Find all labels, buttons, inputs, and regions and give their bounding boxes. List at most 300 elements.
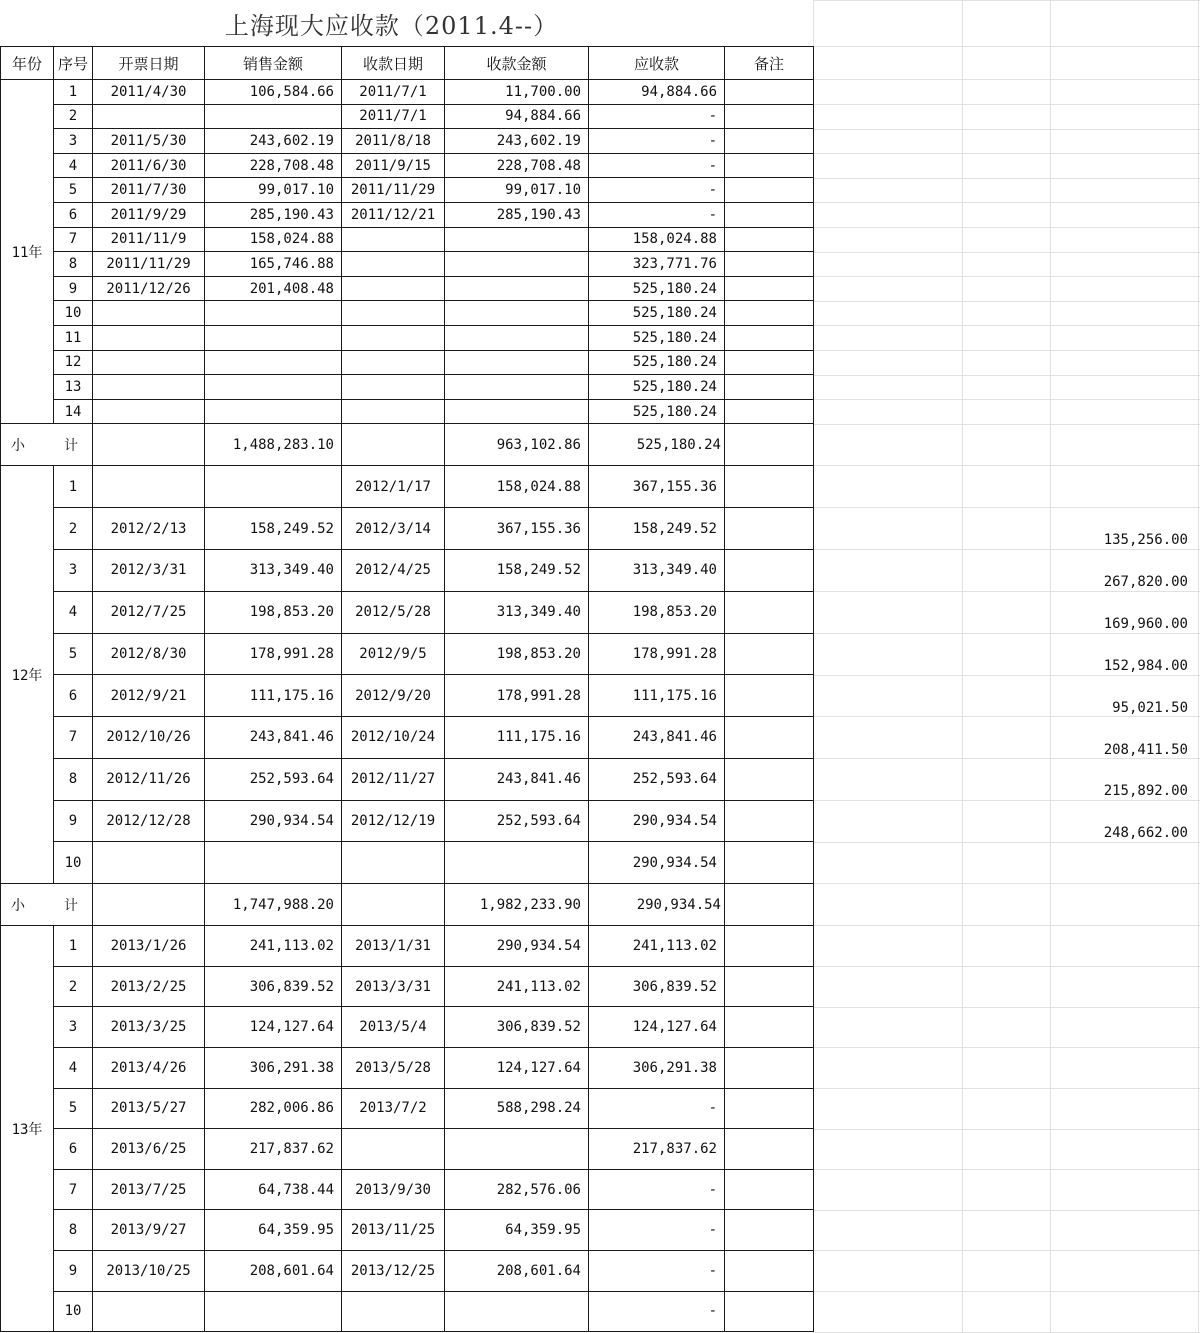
year-cell[interactable]: 11年	[1, 80, 54, 424]
receipt-date-cell[interactable]	[342, 301, 445, 326]
received-amount-cell[interactable]: 243,602.19	[445, 129, 589, 154]
invoice-date-cell[interactable]: 2013/1/26	[93, 926, 205, 967]
sales-amount-cell[interactable]: 285,190.43	[205, 202, 342, 227]
receipt-date-cell[interactable]	[342, 399, 445, 424]
invoice-date-cell[interactable]: 2013/5/27	[93, 1088, 205, 1129]
receipt-date-cell[interactable]: 2012/9/20	[342, 675, 445, 717]
received-amount-cell[interactable]: 228,708.48	[445, 153, 589, 178]
table-row	[1, 926, 814, 967]
receipt-date-cell[interactable]: 2013/11/25	[342, 1210, 445, 1251]
sales-amount-cell[interactable]: 165,746.88	[205, 252, 342, 277]
sales-amount-cell[interactable]: 124,127.64	[205, 1007, 342, 1048]
subtotal-label-cell[interactable]	[1, 884, 93, 926]
invoice-date-cell[interactable]: 2013/6/25	[93, 1129, 205, 1170]
received-amount-cell[interactable]: 94,884.66	[445, 104, 589, 129]
seq-cell[interactable]: 6	[54, 202, 93, 227]
sales-amount-cell[interactable]: 217,837.62	[205, 1129, 342, 1170]
received-amount-cell[interactable]	[445, 1291, 589, 1332]
remarks-cell[interactable]	[725, 227, 814, 252]
receivable-cell[interactable]: 111,175.16	[589, 675, 725, 717]
seq-cell[interactable]: 5	[54, 633, 93, 675]
seq-cell[interactable]: 10	[54, 842, 93, 884]
receipt-date-cell[interactable]	[342, 375, 445, 400]
remarks-cell[interactable]	[725, 549, 814, 591]
table-row	[1, 717, 814, 759]
received-amount-cell[interactable]	[445, 1129, 589, 1170]
received-amount-cell[interactable]	[445, 325, 589, 350]
remarks-cell[interactable]	[725, 350, 814, 375]
receipt-date-cell[interactable]	[342, 276, 445, 301]
grid-line	[813, 1088, 1200, 1089]
remarks-cell[interactable]	[725, 153, 814, 178]
grid-line	[813, 1129, 1200, 1130]
remarks-cell[interactable]	[725, 926, 814, 967]
received-amount-cell[interactable]: 285,190.43	[445, 202, 589, 227]
invoice-date-cell[interactable]: 2012/3/31	[93, 549, 205, 591]
invoice-date-cell[interactable]	[93, 375, 205, 400]
received-amount-cell[interactable]	[445, 301, 589, 326]
receivable-cell[interactable]: 367,155.36	[589, 466, 725, 508]
seq-cell[interactable]: 4	[54, 153, 93, 178]
sales-amount-cell[interactable]: 99,017.10	[205, 178, 342, 203]
seq-cell[interactable]: 5	[54, 178, 93, 203]
table-row	[1, 1169, 814, 1210]
receipt-date-cell[interactable]: 2013/5/4	[342, 1007, 445, 1048]
seq-cell[interactable]: 7	[54, 227, 93, 252]
sales-amount-cell[interactable]: 243,841.46	[205, 717, 342, 759]
sales-amount-cell[interactable]: 290,934.54	[205, 800, 342, 842]
subtotal-received-cell[interactable]: 1,982,233.90	[445, 884, 589, 926]
receipt-date-cell[interactable]	[342, 842, 445, 884]
grid-line	[813, 202, 1200, 203]
remarks-cell[interactable]	[725, 591, 814, 633]
seq-cell[interactable]: 9	[54, 800, 93, 842]
remarks-cell[interactable]	[725, 178, 814, 203]
seq-cell[interactable]: 13	[54, 375, 93, 400]
receipt-date-cell[interactable]: 2012/4/25	[342, 549, 445, 591]
invoice-date-cell[interactable]	[93, 104, 205, 129]
sales-amount-cell[interactable]: 306,291.38	[205, 1048, 342, 1089]
seq-cell[interactable]: 9	[54, 1251, 93, 1292]
seq-cell[interactable]: 2	[54, 966, 93, 1007]
invoice-date-cell[interactable]	[93, 424, 205, 466]
received-amount-cell[interactable]: 111,175.16	[445, 717, 589, 759]
receivable-cell[interactable]: 290,934.54	[589, 800, 725, 842]
received-amount-cell[interactable]: 198,853.20	[445, 633, 589, 675]
seq-cell[interactable]: 10	[54, 301, 93, 326]
remarks-cell[interactable]	[725, 1007, 814, 1048]
sales-amount-cell[interactable]: 178,991.28	[205, 633, 342, 675]
table-row	[1, 466, 814, 508]
table-row	[1, 1088, 814, 1129]
seq-cell[interactable]: 5	[54, 1088, 93, 1129]
table-row	[1, 252, 814, 277]
sales-amount-cell[interactable]	[205, 104, 342, 129]
receipt-date-cell[interactable]	[342, 884, 445, 926]
receivable-cell[interactable]: 290,934.54	[589, 842, 725, 884]
table-row	[1, 1007, 814, 1048]
receipt-date-cell[interactable]: 2012/1/17	[342, 466, 445, 508]
received-amount-cell[interactable]: 306,839.52	[445, 1007, 589, 1048]
invoice-date-cell[interactable]: 2012/12/28	[93, 800, 205, 842]
receivable-cell[interactable]: -	[589, 153, 725, 178]
invoice-date-cell[interactable]: 2012/10/26	[93, 717, 205, 759]
receivable-cell[interactable]: -	[589, 1210, 725, 1251]
remarks-cell[interactable]	[725, 1251, 814, 1292]
subtotal-receivable-cell[interactable]: 525,180.24	[589, 424, 725, 466]
grid-line	[813, 507, 1200, 508]
receipt-date-cell[interactable]	[342, 1291, 445, 1332]
invoice-date-cell[interactable]	[93, 884, 205, 926]
receipt-date-cell[interactable]: 2012/9/5	[342, 633, 445, 675]
receivables-table	[0, 46, 814, 1332]
receivable-cell[interactable]: 525,180.24	[589, 301, 725, 326]
remarks-cell[interactable]	[725, 842, 814, 884]
remarks-cell[interactable]	[725, 276, 814, 301]
remarks-cell[interactable]	[725, 80, 814, 105]
received-amount-cell[interactable]: 124,127.64	[445, 1048, 589, 1089]
seq-cell[interactable]: 2	[54, 508, 93, 550]
sales-amount-cell[interactable]	[205, 325, 342, 350]
receivable-cell[interactable]: 306,291.38	[589, 1048, 725, 1089]
seq-cell[interactable]: 1	[54, 80, 93, 105]
grid-line	[813, 465, 1200, 466]
remarks-cell[interactable]	[725, 966, 814, 1007]
invoice-date-cell[interactable]: 2012/7/25	[93, 591, 205, 633]
receivable-cell[interactable]: 94,884.66	[589, 80, 725, 105]
table-row	[1, 966, 814, 1007]
received-amount-cell[interactable]	[445, 252, 589, 277]
grid-line	[813, 1047, 1200, 1048]
received-amount-cell[interactable]	[445, 350, 589, 375]
table-row	[1, 800, 814, 842]
receivable-cell[interactable]: 525,180.24	[589, 276, 725, 301]
sales-amount-cell[interactable]: 64,738.44	[205, 1169, 342, 1210]
subtotal-label-cell[interactable]	[1, 424, 93, 466]
remarks-cell[interactable]	[725, 800, 814, 842]
table-row	[1, 1048, 814, 1089]
subtotal-receivable-cell[interactable]: 290,934.54	[589, 884, 725, 926]
received-amount-cell[interactable]: 178,991.28	[445, 675, 589, 717]
receipt-date-cell[interactable]: 2011/9/15	[342, 153, 445, 178]
seq-cell[interactable]: 8	[54, 1210, 93, 1251]
invoice-date-cell[interactable]: 2013/9/27	[93, 1210, 205, 1251]
receivable-cell[interactable]: 243,841.46	[589, 717, 725, 759]
sales-amount-cell[interactable]: 111,175.16	[205, 675, 342, 717]
invoice-date-cell[interactable]	[93, 399, 205, 424]
grid-line	[813, 1169, 1200, 1170]
receivable-cell[interactable]: -	[589, 1291, 725, 1332]
sales-amount-cell[interactable]: 158,024.88	[205, 227, 342, 252]
invoice-date-cell[interactable]: 2011/9/29	[93, 202, 205, 227]
table-row	[1, 633, 814, 675]
remarks-cell[interactable]	[725, 424, 814, 466]
invoice-date-cell[interactable]: 2013/3/25	[93, 1007, 205, 1048]
invoice-date-cell[interactable]: 2013/10/25	[93, 1251, 205, 1292]
sales-amount-cell[interactable]: 106,584.66	[205, 80, 342, 105]
receipt-date-cell[interactable]: 2013/9/30	[342, 1169, 445, 1210]
seq-cell[interactable]: 7	[54, 1169, 93, 1210]
year-cell[interactable]: 12年	[1, 466, 54, 884]
subtotal-sales-cell[interactable]: 1,747,988.20	[205, 884, 342, 926]
table-row	[1, 399, 814, 424]
receivable-cell[interactable]: 124,127.64	[589, 1007, 725, 1048]
sales-amount-cell[interactable]	[205, 301, 342, 326]
sales-amount-cell[interactable]: 252,593.64	[205, 758, 342, 800]
subtotal-row	[1, 884, 814, 926]
receipt-date-cell[interactable]: 2012/5/28	[342, 591, 445, 633]
receivable-cell[interactable]: 306,839.52	[589, 966, 725, 1007]
remarks-cell[interactable]	[725, 301, 814, 326]
received-amount-cell[interactable]: 64,359.95	[445, 1210, 589, 1251]
receipt-date-cell[interactable]: 2012/12/19	[342, 800, 445, 842]
receipt-date-cell[interactable]	[342, 1129, 445, 1170]
sales-amount-cell[interactable]	[205, 466, 342, 508]
grid-line	[813, 350, 1200, 351]
remarks-cell[interactable]	[725, 1129, 814, 1170]
receivable-cell[interactable]: 241,113.02	[589, 926, 725, 967]
received-amount-cell[interactable]: 588,298.24	[445, 1088, 589, 1129]
remarks-cell[interactable]	[725, 375, 814, 400]
received-amount-cell[interactable]	[445, 399, 589, 424]
receivable-cell[interactable]: -	[589, 1251, 725, 1292]
received-amount-cell[interactable]: 290,934.54	[445, 926, 589, 967]
invoice-date-cell[interactable]	[93, 1291, 205, 1332]
remarks-cell[interactable]	[725, 508, 814, 550]
remarks-cell[interactable]	[725, 104, 814, 129]
receipt-date-cell[interactable]: 2011/11/29	[342, 178, 445, 203]
received-amount-cell[interactable]	[445, 227, 589, 252]
remarks-cell[interactable]	[725, 1210, 814, 1251]
invoice-date-cell[interactable]: 2012/2/13	[93, 508, 205, 550]
remarks-cell[interactable]	[725, 252, 814, 277]
seq-cell[interactable]: 1	[54, 926, 93, 967]
received-amount-cell[interactable]	[445, 276, 589, 301]
invoice-date-cell[interactable]: 2011/5/30	[93, 129, 205, 154]
side-value-cell[interactable]: 267,820.00	[1103, 573, 1188, 590]
received-amount-cell[interactable]: 282,576.06	[445, 1169, 589, 1210]
invoice-date-cell[interactable]: 2013/4/26	[93, 1048, 205, 1089]
year-cell[interactable]: 13年	[1, 926, 54, 1332]
receivable-cell[interactable]: 323,771.76	[589, 252, 725, 277]
sales-amount-cell[interactable]: 198,853.20	[205, 591, 342, 633]
grid-line	[813, 79, 1200, 80]
table-row	[1, 276, 814, 301]
receipt-date-cell[interactable]: 2012/10/24	[342, 717, 445, 759]
receivable-cell[interactable]: 217,837.62	[589, 1129, 725, 1170]
remarks-cell[interactable]	[725, 758, 814, 800]
table-row	[1, 301, 814, 326]
received-amount-cell[interactable]: 158,249.52	[445, 549, 589, 591]
received-amount-cell[interactable]: 208,601.64	[445, 1251, 589, 1292]
seq-cell[interactable]: 1	[54, 466, 93, 508]
receipt-date-cell[interactable]	[342, 350, 445, 375]
sales-amount-cell[interactable]: 306,839.52	[205, 966, 342, 1007]
remarks-cell[interactable]	[725, 717, 814, 759]
grid-line	[813, 301, 1200, 302]
receivable-cell[interactable]: -	[589, 104, 725, 129]
invoice-date-cell[interactable]: 2012/9/21	[93, 675, 205, 717]
remarks-cell[interactable]	[725, 325, 814, 350]
remarks-cell[interactable]	[725, 202, 814, 227]
receivable-cell[interactable]: 313,349.40	[589, 549, 725, 591]
receivable-cell[interactable]: 525,180.24	[589, 399, 725, 424]
table-row	[1, 1129, 814, 1170]
invoice-date-cell[interactable]: 2011/7/30	[93, 178, 205, 203]
invoice-date-cell[interactable]: 2013/2/25	[93, 966, 205, 1007]
receipt-date-cell[interactable]: 2013/1/31	[342, 926, 445, 967]
invoice-date-cell[interactable]	[93, 350, 205, 375]
receipt-date-cell[interactable]: 2012/3/14	[342, 508, 445, 550]
receipt-date-cell[interactable]: 2011/12/21	[342, 202, 445, 227]
grid-line	[813, 252, 1200, 253]
sales-amount-cell[interactable]	[205, 399, 342, 424]
side-value-cell[interactable]: 248,662.00	[1103, 825, 1188, 842]
seq-cell[interactable]: 12	[54, 350, 93, 375]
grid-line	[813, 424, 1200, 425]
invoice-date-cell[interactable]	[93, 466, 205, 508]
seq-cell[interactable]: 3	[54, 129, 93, 154]
side-value-cell[interactable]: 135,256.00	[1103, 532, 1188, 548]
receivable-cell[interactable]: -	[589, 178, 725, 203]
sheet-title: 上海现大应收款（2011.4--）	[224, 11, 559, 40]
seq-cell[interactable]: 3	[54, 1007, 93, 1048]
receivable-cell[interactable]: -	[589, 1169, 725, 1210]
sales-amount-cell[interactable]: 243,602.19	[205, 129, 342, 154]
sales-amount-cell[interactable]	[205, 842, 342, 884]
sales-amount-cell[interactable]: 228,708.48	[205, 153, 342, 178]
sales-amount-cell[interactable]: 208,601.64	[205, 1251, 342, 1292]
receivable-cell[interactable]: 158,024.88	[589, 227, 725, 252]
remarks-cell[interactable]	[725, 1088, 814, 1129]
receivable-cell[interactable]: -	[589, 202, 725, 227]
invoice-date-cell[interactable]: 2011/4/30	[93, 80, 205, 105]
remarks-cell[interactable]	[725, 129, 814, 154]
receivable-cell[interactable]: 252,593.64	[589, 758, 725, 800]
remarks-cell[interactable]	[725, 399, 814, 424]
header-invoice-date: 开票日期	[93, 47, 205, 80]
receipt-date-cell[interactable]: 2013/5/28	[342, 1048, 445, 1089]
invoice-date-cell[interactable]: 2011/12/26	[93, 276, 205, 301]
seq-cell[interactable]: 8	[54, 252, 93, 277]
received-amount-cell[interactable]: 252,593.64	[445, 800, 589, 842]
remarks-cell[interactable]	[725, 884, 814, 926]
receipt-date-cell[interactable]: 2011/7/1	[342, 80, 445, 105]
seq-cell[interactable]: 7	[54, 717, 93, 759]
received-amount-cell[interactable]: 367,155.36	[445, 508, 589, 550]
seq-cell[interactable]: 2	[54, 104, 93, 129]
receivable-cell[interactable]: 178,991.28	[589, 633, 725, 675]
seq-cell[interactable]: 4	[54, 1048, 93, 1089]
side-value-cell[interactable]: 95,021.50	[1112, 699, 1188, 716]
remarks-cell[interactable]	[725, 633, 814, 675]
invoice-date-cell[interactable]: 2011/6/30	[93, 153, 205, 178]
remarks-cell[interactable]	[725, 1291, 814, 1332]
receipt-date-cell[interactable]	[342, 325, 445, 350]
table-row	[1, 842, 814, 884]
seq-cell[interactable]: 11	[54, 325, 93, 350]
received-amount-cell[interactable]: 11,700.00	[445, 80, 589, 105]
seq-cell[interactable]: 3	[54, 549, 93, 591]
receipt-date-cell[interactable]	[342, 227, 445, 252]
sales-amount-cell[interactable]: 158,249.52	[205, 508, 342, 550]
seq-cell[interactable]: 6	[54, 675, 93, 717]
side-value-cell[interactable]: 169,960.00	[1103, 615, 1188, 632]
remarks-cell[interactable]	[725, 1048, 814, 1089]
side-value-cell[interactable]: 215,892.00	[1103, 783, 1188, 800]
side-value-cell[interactable]: 152,984.00	[1103, 657, 1188, 674]
receipt-date-cell[interactable]: 2011/8/18	[342, 129, 445, 154]
sales-amount-cell[interactable]	[205, 1291, 342, 1332]
side-value-cell[interactable]: 208,411.50	[1103, 741, 1188, 758]
received-amount-cell[interactable]: 99,017.10	[445, 178, 589, 203]
invoice-date-cell[interactable]: 2011/11/29	[93, 252, 205, 277]
seq-cell[interactable]: 4	[54, 591, 93, 633]
invoice-date-cell[interactable]: 2011/11/9	[93, 227, 205, 252]
received-amount-cell[interactable]: 313,349.40	[445, 591, 589, 633]
receivable-cell[interactable]: 525,180.24	[589, 375, 725, 400]
seq-cell[interactable]: 8	[54, 758, 93, 800]
received-amount-cell[interactable]: 243,841.46	[445, 758, 589, 800]
remarks-cell[interactable]	[725, 675, 814, 717]
subtotal-row	[1, 424, 814, 466]
invoice-date-cell[interactable]	[93, 325, 205, 350]
receipt-date-cell[interactable]: 2013/3/31	[342, 966, 445, 1007]
receipt-date-cell[interactable]	[342, 424, 445, 466]
receipt-date-cell[interactable]: 2013/7/2	[342, 1088, 445, 1129]
invoice-date-cell[interactable]: 2012/8/30	[93, 633, 205, 675]
invoice-date-cell[interactable]	[93, 301, 205, 326]
receivable-cell[interactable]: -	[589, 129, 725, 154]
seq-cell[interactable]: 9	[54, 276, 93, 301]
receivable-cell[interactable]: 158,249.52	[589, 508, 725, 550]
subtotal-received-cell[interactable]: 963,102.86	[445, 424, 589, 466]
sales-amount-cell[interactable]: 241,113.02	[205, 926, 342, 967]
sales-amount-cell[interactable]	[205, 350, 342, 375]
receivable-cell[interactable]: 198,853.20	[589, 591, 725, 633]
receivable-cell[interactable]: -	[589, 1088, 725, 1129]
receipt-date-cell[interactable]: 2011/7/1	[342, 104, 445, 129]
table-row	[1, 227, 814, 252]
received-amount-cell[interactable]: 158,024.88	[445, 466, 589, 508]
receivable-cell[interactable]: 525,180.24	[589, 350, 725, 375]
sales-amount-cell[interactable]	[205, 375, 342, 400]
invoice-date-cell[interactable]	[93, 842, 205, 884]
seq-cell[interactable]: 10	[54, 1291, 93, 1332]
receipt-date-cell[interactable]: 2013/12/25	[342, 1251, 445, 1292]
table-row	[1, 129, 814, 154]
received-amount-cell[interactable]	[445, 375, 589, 400]
seq-cell[interactable]: 14	[54, 399, 93, 424]
invoice-date-cell[interactable]: 2013/7/25	[93, 1169, 205, 1210]
sales-amount-cell[interactable]: 201,408.48	[205, 276, 342, 301]
remarks-cell[interactable]	[725, 466, 814, 508]
receipt-date-cell[interactable]	[342, 252, 445, 277]
receivable-cell[interactable]: 525,180.24	[589, 325, 725, 350]
subtotal-label-small: 小	[11, 897, 25, 914]
invoice-date-cell[interactable]: 2012/11/26	[93, 758, 205, 800]
grid-line	[813, 375, 1200, 376]
subtotal-sales-cell[interactable]: 1,488,283.10	[205, 424, 342, 466]
remarks-cell[interactable]	[725, 1169, 814, 1210]
received-amount-cell[interactable]	[445, 842, 589, 884]
receipt-date-cell[interactable]: 2012/11/27	[342, 758, 445, 800]
received-amount-cell[interactable]: 241,113.02	[445, 966, 589, 1007]
sales-amount-cell[interactable]: 282,006.86	[205, 1088, 342, 1129]
sales-amount-cell[interactable]: 313,349.40	[205, 549, 342, 591]
sales-amount-cell[interactable]: 64,359.95	[205, 1210, 342, 1251]
seq-cell[interactable]: 6	[54, 1129, 93, 1170]
